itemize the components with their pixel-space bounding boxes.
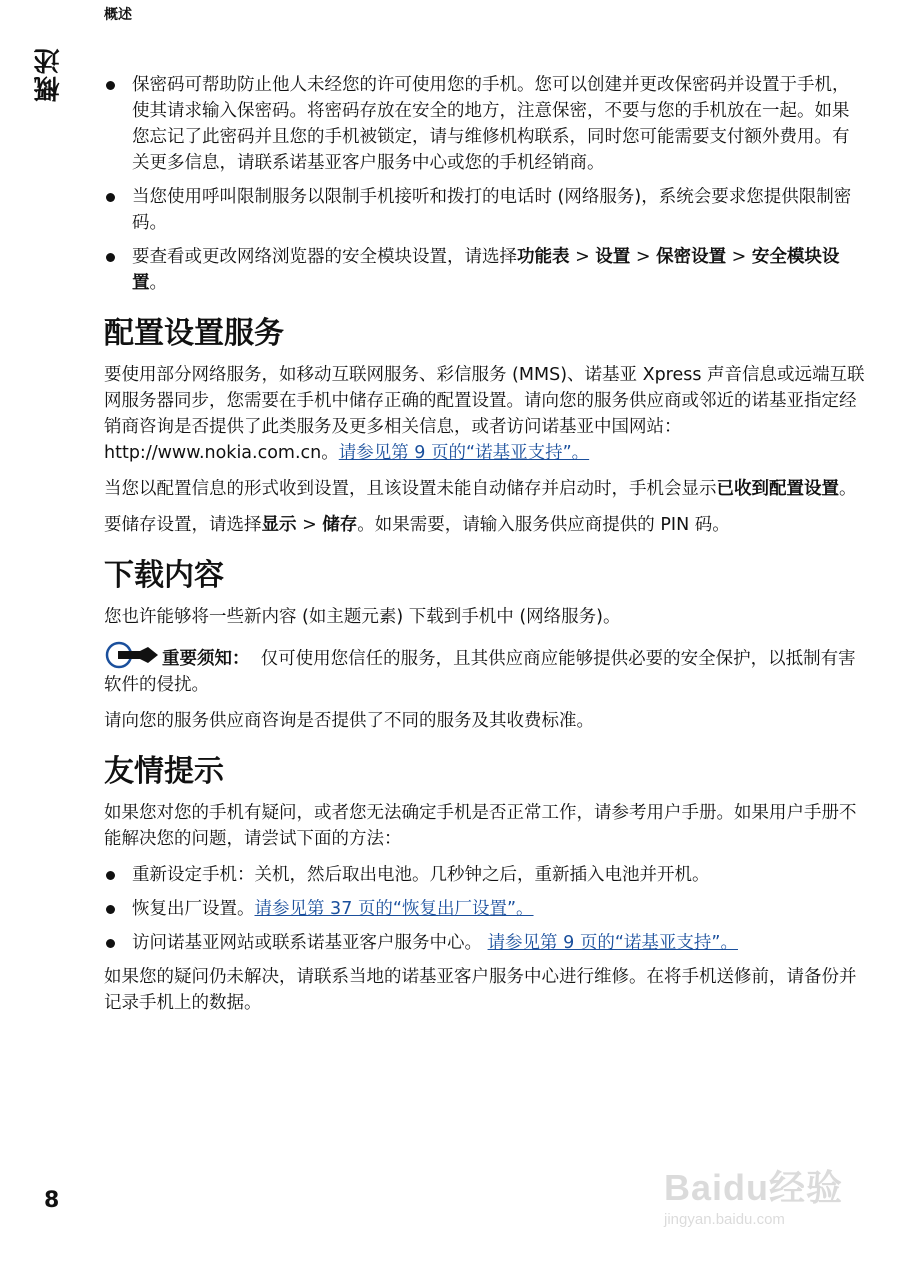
menu-separator: > bbox=[630, 247, 657, 267]
factory-reset-link[interactable]: 请参见第 37 页的“恢复出厂设置”。 bbox=[254, 899, 534, 919]
menu-path-item: 保密设置 bbox=[656, 247, 727, 267]
config-heading: 配置设置服务 bbox=[104, 316, 284, 351]
bullet-text-end: 。 bbox=[149, 273, 167, 293]
baidu-watermark bbox=[664, 1160, 884, 1240]
tips-intro: 如果您对您的手机有疑问，或者您无法确定手机是否正常工作，请参考用户手册。如果用户手册不能解决您的问题，请尝试下面的方法： bbox=[104, 803, 857, 849]
menu-path-item: 储存 bbox=[322, 515, 358, 535]
download-heading: 下载内容 bbox=[104, 558, 224, 593]
page-number: 8 bbox=[44, 1188, 60, 1213]
config-paragraph-1 bbox=[104, 362, 866, 466]
watermark-url: jingyan.baidu.com bbox=[664, 1211, 785, 1228]
list-item bbox=[104, 72, 866, 176]
tips-heading: 友情提示 bbox=[104, 754, 224, 789]
running-header: 概述 bbox=[104, 7, 132, 23]
bullet-icon bbox=[106, 81, 115, 90]
list-item bbox=[104, 896, 866, 922]
download-paragraph-1: 您也许能够将一些新内容 (如主题元素) 下载到手机中 (网络服务)。 bbox=[104, 607, 621, 627]
security-bullet-list bbox=[104, 72, 866, 296]
config-text: 要使用部分网络服务，如移动互联网服务、彩信服务 (MMS)、诺基亚 Xpress 声音信息或远端互联网服务器同步，您需要在手机中储存正确的配置设置。请向您的服务供应商或邻近的诺基亚指定经销商咨询是否提供了此类服务及更多相关信息，或者访问诺基亚中国网站：http://www.nokia.com.cn。 bbox=[104, 365, 865, 463]
config-paragraph-2 bbox=[104, 476, 866, 502]
bullet-text: 要查看或更改网络浏览器的安全模块设置，请选择 bbox=[132, 247, 517, 267]
config-text: 当您以配置信息的形式收到设置，且该设置未能自动储存并启动时，手机会显示 bbox=[104, 479, 717, 499]
tips-outro: 如果您的疑问仍未解决，请联系当地的诺基亚客户服务中心进行维修。在将手机送修前，请备份并记录手机上的数据。 bbox=[104, 967, 857, 1013]
page-content bbox=[104, 72, 866, 1026]
nokia-support-link[interactable]: 请参见第 9 页的“诺基亚支持”。 bbox=[338, 443, 590, 463]
config-received-label: 已收到配置设置 bbox=[716, 479, 839, 499]
notice-label: 重要须知： bbox=[162, 649, 250, 669]
bullet-text: 恢复出厂设置。 bbox=[132, 899, 255, 919]
watermark-logo-text: Baidu经验 bbox=[664, 1167, 844, 1208]
bullet-icon bbox=[106, 871, 115, 880]
important-notice bbox=[104, 640, 866, 698]
notice-text: 仅可使用您信任的服务，且其供应商应能够提供必要的安全保护，以抵制有害软件的侵扰。 bbox=[104, 649, 856, 695]
bullet-text: 重新设定手机：关机，然后取出电池。几秒钟之后，重新插入电池并开机。 bbox=[132, 865, 710, 885]
list-item bbox=[104, 930, 866, 956]
bullet-text: 保密码可帮助防止他人未经您的许可使用您的手机。您可以创建并更改保密码并设置于手机，使其请求输入保密码。将密码存放在安全的地方，注意保密，不要与您的手机放在一起。如果您忘记了此密码并且您的手机被锁定，请与维修机构联系，同时您可能需要支付额外费用。有关更多信息，请联系诺基亚客户服务中心或您的手机经销商。 bbox=[132, 75, 850, 173]
download-paragraph-2: 请向您的服务供应商咨询是否提供了不同的服务及其收费标准。 bbox=[104, 711, 594, 731]
menu-path-item: 安全模块设置 bbox=[132, 247, 840, 293]
bullet-icon bbox=[106, 253, 115, 262]
menu-separator: > bbox=[569, 247, 596, 267]
bullet-text: 当您使用呼叫限制服务以限制手机接听和拨打的电话时 (网络服务)，系统会要求您提供限制密码。 bbox=[132, 187, 852, 233]
bullet-icon bbox=[106, 939, 115, 948]
config-text-end: 。如果需要，请输入服务供应商提供的 PIN 码。 bbox=[357, 515, 730, 535]
bullet-text: 访问诺基亚网站或联系诺基亚客户服务中心。 bbox=[132, 933, 488, 953]
list-item bbox=[104, 862, 866, 888]
menu-separator: > bbox=[726, 247, 752, 267]
section-side-tab: 概述 bbox=[34, 46, 64, 102]
config-text: 要储存设置，请选择 bbox=[104, 515, 262, 535]
config-paragraph-3 bbox=[104, 512, 866, 538]
tips-bullet-list bbox=[104, 862, 866, 956]
list-item bbox=[104, 184, 866, 236]
menu-path-item: 功能表 bbox=[517, 247, 570, 267]
pointing-hand-icon bbox=[104, 640, 160, 670]
config-text-end: 。 bbox=[839, 479, 857, 499]
list-item bbox=[104, 244, 866, 296]
menu-separator: > bbox=[296, 515, 323, 535]
bullet-icon bbox=[106, 193, 115, 202]
menu-path-item: 设置 bbox=[595, 247, 631, 267]
bullet-icon bbox=[106, 905, 115, 914]
nokia-support-link[interactable]: 请参见第 9 页的“诺基亚支持”。 bbox=[487, 933, 738, 953]
menu-path-item: 显示 bbox=[261, 515, 297, 535]
